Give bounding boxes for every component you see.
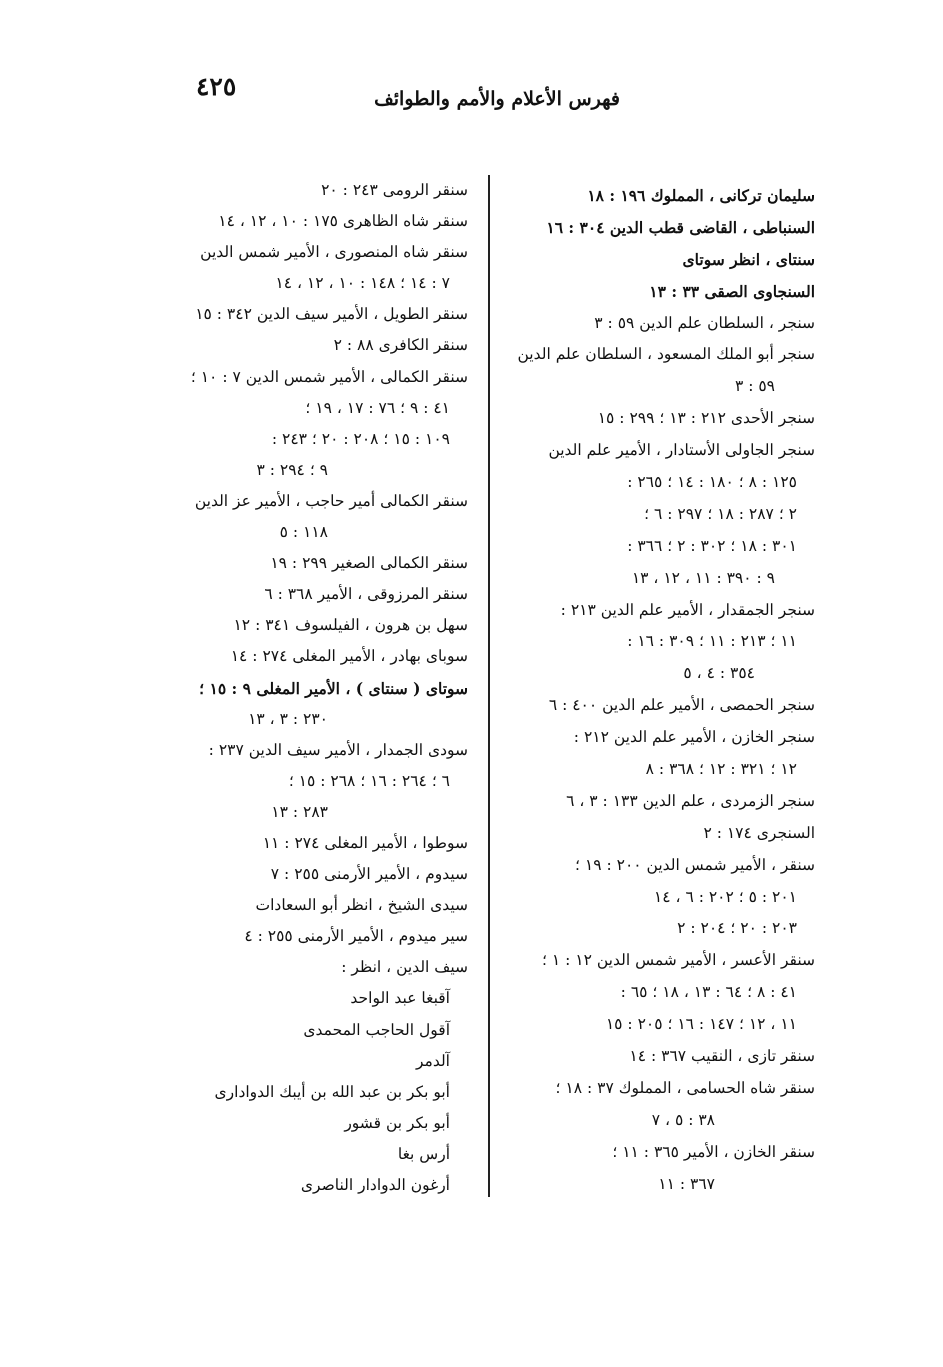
index-entry: سليمان تركانى ، المملوك ١٩٦ : ١٨: [587, 186, 815, 205]
column-divider: [488, 175, 490, 1197]
index-entry-continuation: ١٢٥ : ٨ ؛ ١٨٠ : ١٤ ؛ ٢٦٥ :: [627, 473, 797, 492]
index-entry-continuation: ١١ ، ١٢ ؛ ١٤٧ : ١٦ ؛ ٢٠٥ : ١٥: [605, 1015, 797, 1034]
index-entry: سنقر الأعسر ، الأمير شمس الدين ١٢ : ١ ؛: [542, 951, 815, 970]
index-entry: سنجر الجاولى الأستادار ، الأمير علم الدين: [548, 441, 815, 460]
index-entry: السنجاوى الصقى ٣٣ : ١٣: [649, 281, 815, 301]
index-entry: سنجر الزمردى ، علم الدين ١٣٣ : ٣ ، ٦: [566, 791, 815, 810]
cross-reference-item: آلدمر: [415, 1051, 450, 1070]
cross-reference-item: آقبغا عبد الواحد: [350, 989, 450, 1008]
index-entry-continuation: ٦ ؛ ٢٦٤ : ١٦ ؛ ٢٦٨ : ١٥ ؛: [288, 771, 450, 790]
index-entry: سنجر الحمصى ، الأمير علم الدين ٤٠٠ : ٦: [548, 696, 815, 715]
cross-reference-item: أرس بغا: [397, 1144, 450, 1163]
index-entry: سنقر الخازن ، الأمير ٣٦٥ : ١١ ؛: [612, 1142, 815, 1161]
index-entry: سنتاى ، انظر سوتاى: [682, 249, 815, 269]
index-entry: سنقر الكمالى أمير حاجب ، الأمير عز الدين: [194, 491, 468, 510]
index-entry-continuation: ١١٨ : ٥: [279, 523, 328, 542]
index-entry-continuation: ٩ ؛ ٢٩٤ : ٣: [256, 460, 328, 479]
index-entry: سنجر الجمقدار ، الأمير علم الدين ٢١٣ :: [560, 600, 815, 619]
index-entry-continuation: ١١ ؛ ٢١٣ : ١١ ؛ ٣٠٩ : ١٦ :: [627, 632, 797, 651]
index-entry-continuation: ٣٨ : ٥ ، ٧: [651, 1110, 715, 1129]
index-entry: سنجر الأحدى ٢١٢ : ١٣ ؛ ٢٩٩ : ١٥: [597, 409, 815, 428]
index-entry-continuation: ١٠٩ : ١٥ ؛ ٢٠٨ : ٢٠ ؛ ٢٤٣ :: [271, 429, 450, 448]
index-column-left: [158, 175, 468, 1201]
index-entry: سيف الدين ، انظر :: [341, 958, 468, 977]
index-entry: سنقر شاه المنصورى ، الأمير شمس الدين: [200, 243, 468, 262]
index-entry: سنقر شاه الحسامى ، المملوك ٣٧ : ١٨ ؛: [555, 1078, 815, 1097]
index-entry: سنقر الكافرى ٨٨ : ٢: [333, 336, 468, 355]
cross-reference-item: أرغون الدوادار الناصرى: [300, 1176, 450, 1194]
cross-reference-item: آقول الحاجب المحمدى: [303, 1020, 450, 1039]
index-entry: سنقر الكمالى الصغير ٢٩٩ : ١٩: [270, 554, 468, 573]
index-entry: سودى الجمدار ، الأمير سيف الدين ٢٣٧ :: [208, 740, 468, 759]
index-entry-continuation: ٣٥٤ : ٤ ، ٥: [683, 664, 755, 683]
index-entry: السنجرى ١٧٤ : ٢: [703, 823, 815, 842]
cross-reference-item: أبو بكر بن عبد الله بن أيبك الدوادارى: [214, 1082, 450, 1101]
index-entry: سيدوم ، الأمير الأرمنى ٢٥٥ : ٧: [270, 865, 468, 884]
page-title: فهرس الأعلام والأمم والطوائف: [374, 88, 620, 110]
index-entry: سوطوا ، الأمير المغلى ٢٧٤ : ١١: [262, 833, 468, 852]
cross-reference-item: أبو بكر بن قشور: [344, 1113, 450, 1132]
index-entry: سير ميدوم ، الأمير الأرمنى ٢٥٥ : ٤: [244, 927, 468, 946]
index-entry-continuation: ٢٠١ : ٥ ؛ ٢٠٢ : ٦ ، ١٤: [653, 887, 797, 906]
index-entry-continuation: ٥٩ : ٣: [734, 377, 775, 396]
index-entry: سنجر الخازن ، الأمير علم الدين ٢١٢ :: [573, 728, 815, 747]
page-number: ٤٢٥: [196, 72, 237, 101]
index-entry-continuation: ٧ : ١٤ ؛ ١٤٨ : ١٠ ، ١٢ ، ١٤: [275, 274, 450, 293]
index-entry-continuation: ٤١ : ٨ ؛ ٦٤ : ١٣ ، ١٨ ؛ ٦٥ :: [620, 983, 797, 1002]
index-entry: سنقر الطويل ، الأمير سيف الدين ٣٤٢ : ١٥: [195, 305, 468, 324]
index-entry: سيدى الشيخ ، انظر أبو السعادات: [255, 896, 468, 915]
index-entry: سنقر تازى ، النقيب ٣٦٧ : ١٤: [629, 1047, 815, 1066]
index-entry: سنقر المرزوقى ، الأمير ٣٦٨ : ٦: [264, 585, 468, 604]
index-entry-continuation: ٩ : ٣٩٠ : ١١ ، ١٢ ، ١٣: [631, 568, 775, 587]
index-entry-continuation: ٣٦٧ : ١١: [658, 1174, 715, 1193]
index-entry: سنجر أبو الملك المسعود ، السلطان علم الدين: [517, 345, 815, 364]
index-entry: سهل بن هرون ، الفيلسوف ٣٤١ : ١٢: [233, 616, 468, 635]
index-column-right: [505, 180, 815, 1201]
index-entry: السنباطى ، القاضى قطب الدين ٣٠٤ : ١٦: [546, 217, 815, 237]
index-entry-continuation: ٤١ : ٩ ؛ ٧٦ : ١٧ ، ١٩ ؛: [305, 398, 450, 417]
index-entry: سنقر الكمالى ، الأمير شمس الدين ٧ : ١٠ ؛: [190, 367, 468, 386]
index-entry-continuation: ٣٠١ : ١٨ ؛ ٣٠٢ : ٢ ؛ ٣٦٦ :: [627, 536, 797, 555]
index-entry-continuation: ٢٠٣ : ٢٠ ؛ ٢٠٤ : ٢: [677, 919, 797, 938]
index-entry: سنقر شاه الظاهرى ١٧٥ : ١٠ ، ١٢ ، ١٤: [218, 212, 468, 231]
index-entry-continuation: ٢ ؛ ٢٨٧ : ١٨ ؛ ٢٩٧ : ٦ ؛: [644, 504, 797, 523]
index-entry: سوباى بهادر ، الأمير المغلى ٢٧٤ : ١٤: [230, 647, 468, 666]
index-entry: سنجر ، السلطان علم الدين ٥٩ : ٣: [594, 313, 815, 332]
index-entry: سنقر ، الأمير شمس الدين ٢٠٠ : ١٩ ؛: [575, 855, 815, 874]
index-entry-continuation: ٢٨٣ : ١٣: [271, 802, 328, 821]
index-entry: سنقر الرومى ٢٤٣ : ٢٠: [321, 181, 468, 199]
index-entry-continuation: ١٢ ؛ ٣٢١ : ١٢ ؛ ٣٦٨ : ٨: [645, 760, 797, 779]
index-entry: سوتاى ( سنتاى ) ، الأمير المغلى ٩ : ١٥ ؛: [199, 678, 468, 698]
index-entry-continuation: ٢٣٠ : ٣ ، ١٣: [248, 709, 328, 728]
